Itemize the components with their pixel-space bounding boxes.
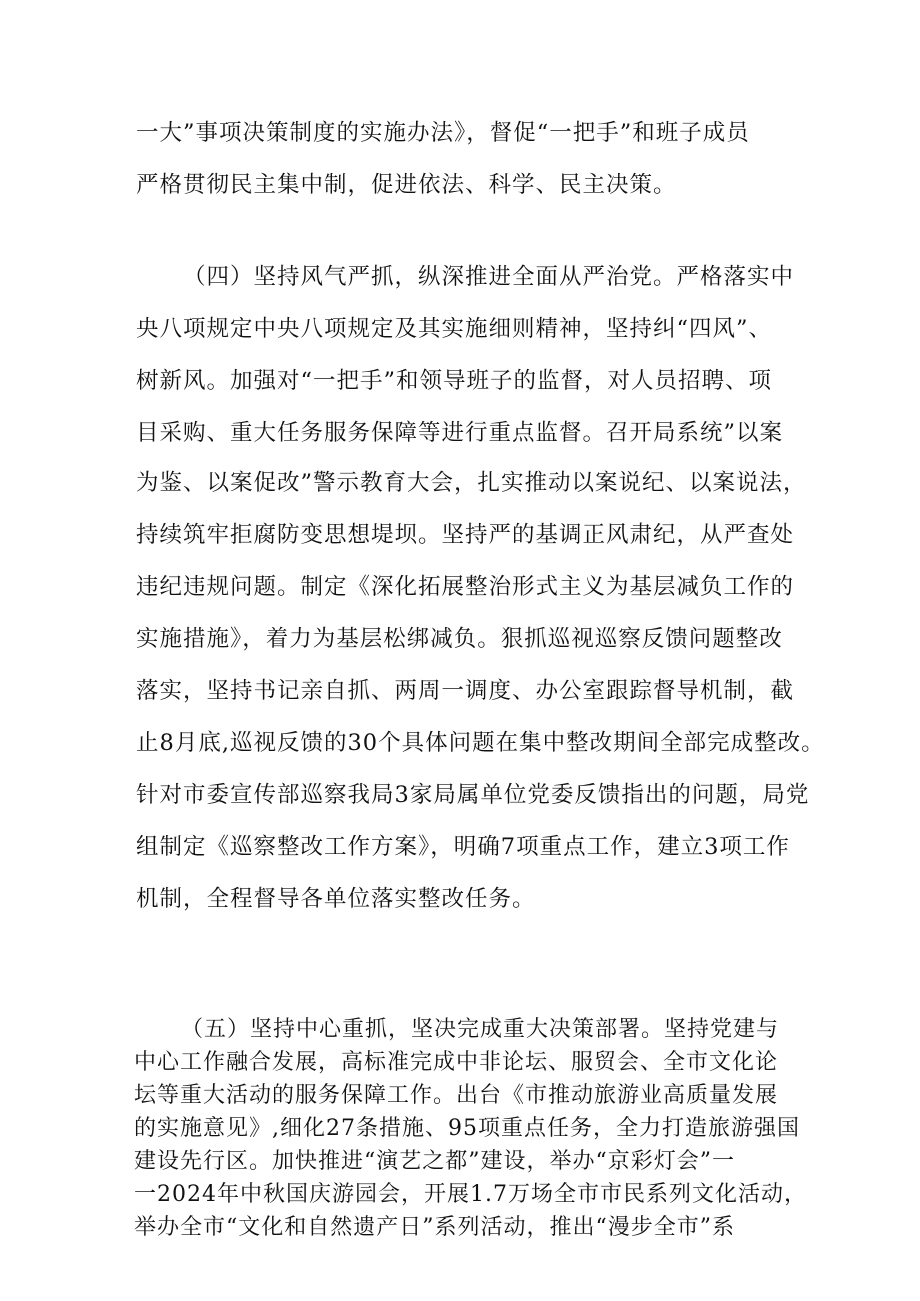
text-line: 目采购、重大任务服务保障等进行重点监督。召开局系统”以案: [136, 420, 784, 446]
section-heading-line: （四）坚持风气严抓，纵深推进全面从严治党。严格落实中: [183, 264, 795, 290]
text-line: 止8月底,巡视反馈的30个具体问题在集中整改期间全部完成整改。: [136, 730, 825, 756]
text-line: 一大”事项决策制度的实施办法》，督促“一把手”和班子成员: [136, 120, 750, 146]
text-line: 一2024年中秋国庆游园会，开展1.7万场全市市民系列文化活动，: [134, 1182, 807, 1207]
text-line: 机制，全程督导各单位落实整改任务。: [136, 886, 536, 912]
text-line: 举办全市“文化和自然遗产日”系列活动，推出“漫步全市”系: [134, 1215, 735, 1240]
text-line: 组制定《巡察整改工作方案》，明确7项重点工作，建立3项工作: [136, 834, 790, 860]
section-heading-line: （五）坚持中心重抓，坚决完成重大决策部署。坚持党建与: [181, 1017, 780, 1042]
text-line: 中心工作融合发展，高标准完成中非论坛、服贸会、全市文化论: [134, 1050, 779, 1075]
text-line: 落实，坚持书记亲自抓、两周一调度、办公室跟踪督导机制，截: [136, 678, 795, 704]
text-line: 央八项规定中央八项规定及其实施细则精神，坚持纠“四风”、: [136, 316, 773, 342]
text-line: 建设先行区。加快推进“演艺之都”建设，举办“京彩灯会”一: [134, 1149, 735, 1174]
text-line: 树新风。加强对“一把手”和领导班子的监督，对人员招聘、项: [136, 368, 773, 394]
text-line: 针对市委宣传部巡察我局3家局属单位党委反馈指出的问题，局党: [136, 782, 810, 808]
text-line: 持续筑牢拒腐防变思想堤坝。坚持严的基调正风肃纪，从严查处: [136, 522, 795, 548]
text-line: 的实施意见》,细化27条措施、95项重点任务，全力打造旅游强国: [134, 1116, 800, 1141]
text-line: 坛等重大活动的服务保障工作。出台《市推动旅游业高质量发展: [134, 1083, 779, 1108]
text-line: 严格贯彻民主集中制，促进依法、科学、民主决策。: [136, 172, 677, 198]
text-line: 为鉴、以案促改”警示教育大会，扎实推动以案说纪、以案说法，: [136, 470, 807, 496]
text-line: 实施措施》，着力为基层松绑减负。狠抓巡视巡察反馈问题整改: [136, 626, 783, 652]
text-line: 违纪违规问题。制定《深化拓展整治形式主义为基层减负工作的: [136, 574, 795, 600]
